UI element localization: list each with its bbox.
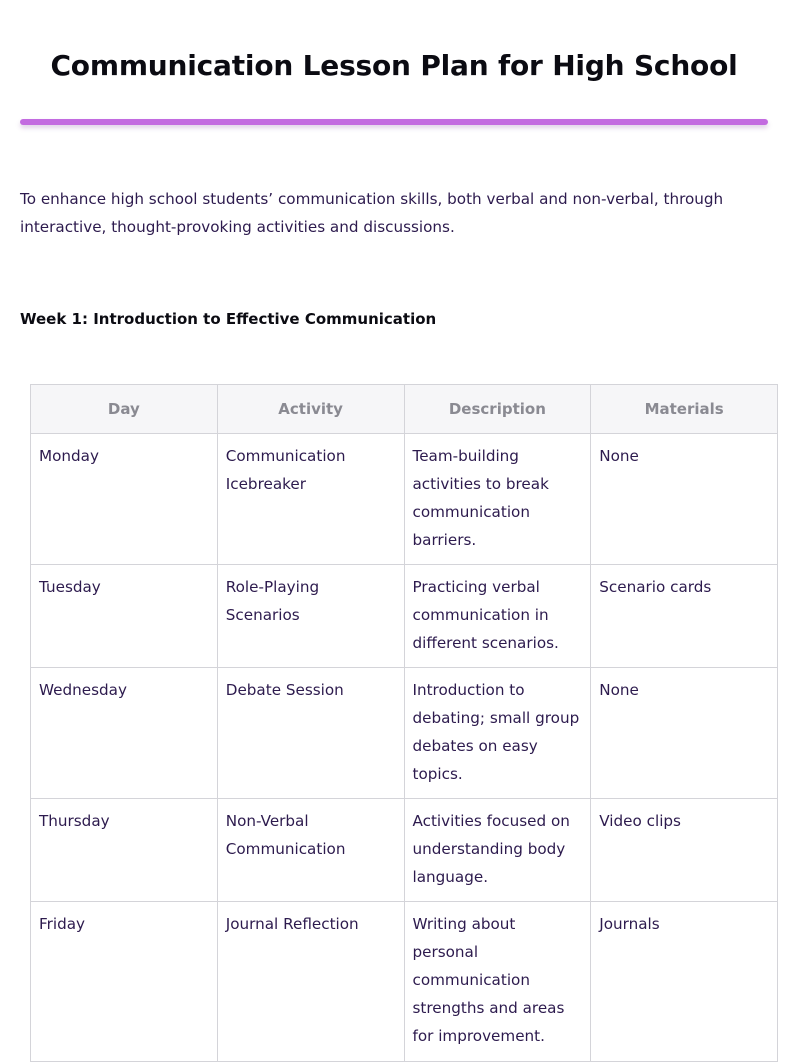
table-row	[31, 668, 778, 799]
column-header-description: Description	[404, 385, 591, 434]
table-row	[31, 434, 778, 565]
day-cell: Wednesday	[31, 668, 218, 799]
day-cell: Monday	[31, 434, 218, 565]
column-header-day: Day	[31, 385, 218, 434]
activity-cell: Communication Icebreaker	[217, 434, 404, 565]
materials-cell: None	[591, 434, 778, 565]
description-cell: Introduction to debating; small group debates on easy topics.	[404, 668, 591, 799]
materials-cell: Video clips	[591, 799, 778, 902]
page-title: Communication Lesson Plan for High School	[50, 49, 738, 82]
title-divider	[20, 119, 768, 125]
description-cell: Writing about personal communication strengths and areas for improvement.	[404, 902, 591, 1062]
activity-cell: Debate Session	[217, 668, 404, 799]
column-header-activity: Activity	[217, 385, 404, 434]
activity-cell: Journal Reflection	[217, 902, 404, 1062]
table-row	[31, 902, 778, 1062]
day-cell: Friday	[31, 902, 218, 1062]
objective-paragraph: To enhance high school students’ communication skills, both verbal and non-verbal, through interactive, thought-provoking activities and discussions.	[20, 190, 724, 236]
description-cell: Practicing verbal communication in different scenarios.	[404, 565, 591, 668]
table-row	[31, 565, 778, 668]
materials-cell: Journals	[591, 902, 778, 1062]
activity-cell: Non-Verbal Communication	[217, 799, 404, 902]
day-cell: Thursday	[31, 799, 218, 902]
materials-cell: Scenario cards	[591, 565, 778, 668]
lesson-plan-table	[30, 384, 778, 1062]
table-header-row	[31, 385, 778, 434]
materials-cell: None	[591, 668, 778, 799]
description-cell: Team-building activities to break communication barriers.	[404, 434, 591, 565]
activity-cell: Role-Playing Scenarios	[217, 565, 404, 668]
description-cell: Activities focused on understanding body language.	[404, 799, 591, 902]
column-header-materials: Materials	[591, 385, 778, 434]
table-row	[31, 799, 778, 902]
day-cell: Tuesday	[31, 565, 218, 668]
week-heading: Week 1: Introduction to Effective Communication	[20, 310, 437, 328]
